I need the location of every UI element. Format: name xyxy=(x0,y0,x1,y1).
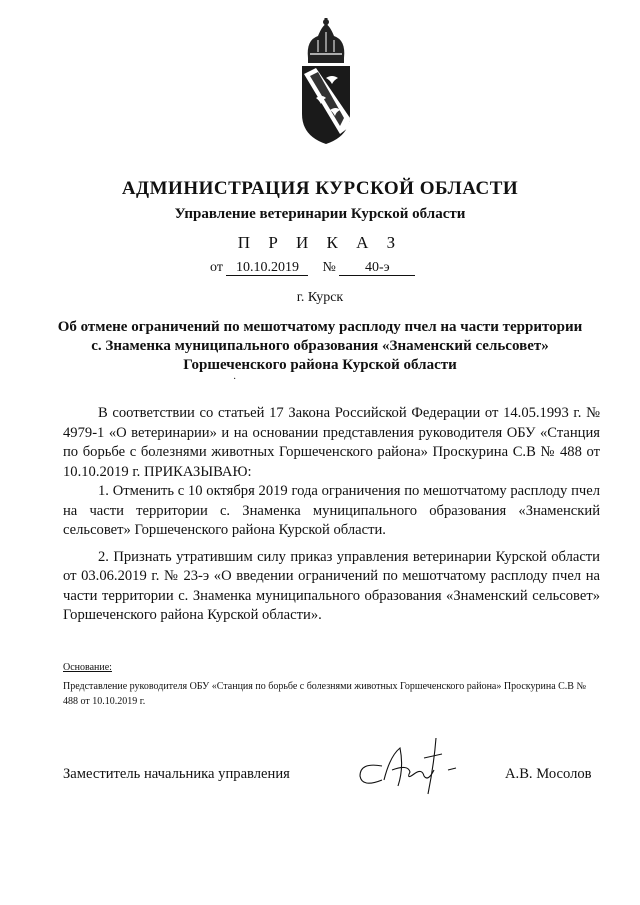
order-subject xyxy=(0,318,640,375)
number-prefix: № xyxy=(322,260,336,275)
subject-line-1: Об отмене ограничений по мешотчатому расплоду пчел на части территории xyxy=(57,319,583,335)
basis-block xyxy=(63,660,600,709)
department-subtitle: Управление ветеринарии Курской области xyxy=(174,206,466,222)
signatory-name: А.В. Мосолов xyxy=(505,766,592,782)
basis-label: Основание: xyxy=(63,662,112,673)
order-body xyxy=(63,404,600,626)
subject-line-2: с. Знаменка муниципального образования «Знаменский сельсовет» xyxy=(91,338,549,354)
organization-title: АДМИНИСТРАЦИЯ КУРСКОЙ ОБЛАСТИ xyxy=(121,178,519,199)
kursk-coat-of-arms-icon xyxy=(296,18,356,146)
subject-line-3: Горшеченского района Курской области xyxy=(183,357,457,373)
date-prefix: от xyxy=(210,260,223,275)
basis-text: Представление руководителя ОБУ «Станция по борьбе с болезнями животных Горшеченского района» Проскурина С.В № 488 от 10.10.2019 г. xyxy=(63,681,587,707)
order-date: 10.10.2019 xyxy=(226,261,308,276)
order-heading: П Р И К А З xyxy=(237,233,403,252)
body-paragraph-2: 1. Отменить с 10 октября 2019 года ограничения по мешотчатому расплоду пчел на части территории с. Знаменка муниципального образования «Знаменский сельсовет» Горшеченского района Курской области. xyxy=(63,483,600,538)
order-date-number-line xyxy=(210,260,450,276)
body-paragraph-1: В соответствии со статьей 17 Закона Российской Федерации от 14.05.1993 г. № 4979-1 «О ветеринарии» и на основании представления руководителя ОБУ «Станция по борьбе с болезнями животных Горшеченского района» Проскурина С.В № 488 от 10.10.2019 г. ПРИКАЗЫВАЮ: xyxy=(63,405,600,480)
city: г. Курск xyxy=(296,290,344,305)
stray-mark: · xyxy=(233,374,237,385)
body-paragraph-3: 2. Признать утратившим силу приказ управления ветеринарии Курской области от 03.06.2019 г. № 23-э «О введении ограничений по мешотчатому расплоду пчел на части территории с. Знаменка муниципального образования «Знаменский сельсовет» Горшеченского района Курской области». xyxy=(63,548,600,623)
handwritten-signature-icon xyxy=(352,728,470,798)
signatory-position: Заместитель начальника управления xyxy=(63,766,290,782)
order-number: 40-э xyxy=(339,261,415,276)
